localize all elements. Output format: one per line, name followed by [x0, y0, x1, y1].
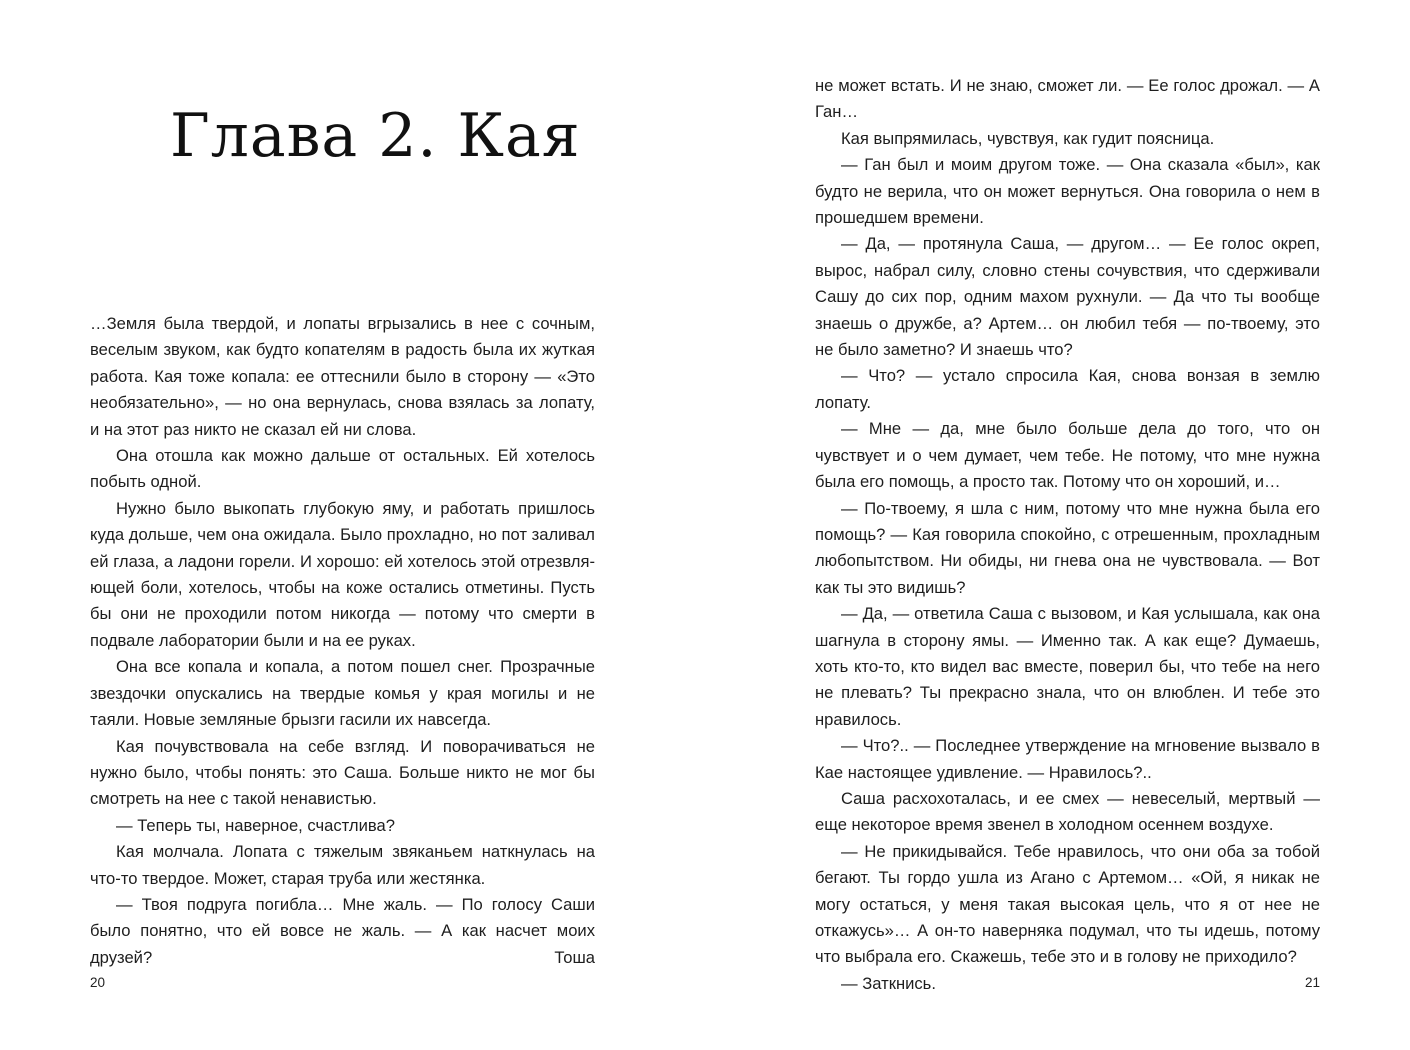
paragraph: Она отошла как можно дальше от остальных. Ей хотелось побыть одной. — [90, 446, 595, 492]
paragraph: Нужно было выкопать глубокую яму, и работать пришлось куда дольше, чем она ожидала. Было прохладно, но пот заливал ей глаза, а ладони горели. И хорошо: ей хотелось этой отрезвляющей боли, хотелось, чтобы на коже остались отметины. Пусть бы они не проходили потом никогда — потому что смерти в подвале лаборатории были и на ее руках. — [90, 498, 595, 650]
paragraph: — Ган был и моим другом тоже. — Она сказала «был», как будто не верила, что он может вернуться. Она говорила о нем в прошедшем времени. — [815, 155, 1320, 228]
paragraph: — Да, — ответила Саша с вызовом, и Кая услышала, как она шагнула в сторону ямы. — Именно так. А как еще? Думаешь, хоть кто-то, кто видел вас вместе, поверил бы, что тебе на него не плевать? Ты прекрасно знала, что он влюблен. И тебе это нравилось. — [815, 604, 1320, 729]
chapter-title: Глава 2. Кая — [170, 101, 581, 171]
paragraph: — Да, — протянула Саша, — другом… — Ее голос окреп, вырос, набрал силу, словно стены сочувствия, что сдерживали Сашу до сих пор, одним махом рухнули. — Да что ты вообще знаешь о дружбе, а? Артем… он любил тебя — по-твоему, это не было заметно? И знаешь что? — [815, 234, 1320, 360]
right-page-text — [815, 73, 1320, 997]
page-number: 20 — [90, 975, 106, 990]
paragraph: — Заткнись. — [841, 973, 936, 993]
paragraph: Кая почувствовала на себе взгляд. И поворачиваться не нужно было, чтобы понять: это Саша. Больше никто не мог бы смотреть на нее с такой ненавистью. — [90, 736, 595, 809]
paragraph: Кая выпрямилась, чувствуя, как гудит поясница. — [841, 128, 1215, 148]
paragraph: …Земля была твердой, и лопаты вгрызались в нее с сочным, веселым звуком, как будто копателям в радость была их жуткая работа. Кая тоже копала: ее оттеснили было в сторону — «Это необязательно», — но она вернулась, снова взялась за лопату, и на этот раз никто не сказал ей ни слова. — [90, 314, 595, 439]
paragraph: — Что? — устало спросила Кая, снова вонзая в землю лопату. — [815, 366, 1320, 412]
paragraph: — Теперь ты, наверное, счастлива? — [116, 815, 395, 835]
paragraph: — Мне — да, мне было больше дела до того, что он чувствует и о чем думает, чем тебе. Не потому, что мне нужна была его помощь, а просто так. Потому что он хороший, и… — [815, 419, 1320, 492]
paragraph: — По-твоему, я шла с ним, потому что мне нужна была его помощь? — Кая говорила спокойно, с отрешенным, прохладным любопытством. Ни обиды, ни гнева она не чувствовала. — Вот как ты это видишь? — [815, 498, 1320, 597]
paragraph: — Твоя подруга погибла… Мне жаль. — По голосу Саши было понятно, что ей вовсе не жаль. — А как насчет моих друзей? Тоша — [90, 894, 595, 967]
paragraph: Она все копала и копала, а потом пошел снег. Прозрачные звездочки опускались на твердые комья у края могилы и не таяли. Новые земляные брызги гасили их навсегда. — [90, 657, 595, 730]
paragraph: Саша расхохоталась, и ее смех — невеселый, мертвый — еще некоторое время звенел в холодном осеннем воздухе. — [815, 788, 1320, 835]
paragraph-continuation: не может встать. И не знаю, сможет ли. — Ее голос дрожал. — А Ган… — [815, 76, 1320, 122]
paragraph: — Что?.. — Последнее утверждение на мгновение вызвало в Кае настоящее удивление. — Нравилось?.. — [815, 736, 1320, 782]
page-number: 21 — [1304, 975, 1320, 990]
paragraph: Кая молчала. Лопата с тяжелым звяканьем наткнулась на что-то твердое. Может, старая труба или жестянка. — [90, 842, 595, 888]
left-page-text — [90, 311, 595, 971]
right-page — [705, 0, 1410, 1050]
paragraph: — Не прикидывайся. Тебе нравилось, что они оба за тобой бегают. Ты гордо ушла из Агано с Артемом… «Ой, я никак не могу остаться, у меня такая высокая цель, что я от нее не откажусь»… А он-то наверняка подумал, что ты идешь, потому что выбрала его. Скажешь, тебе это и в голову не приходило? — [815, 841, 1320, 967]
